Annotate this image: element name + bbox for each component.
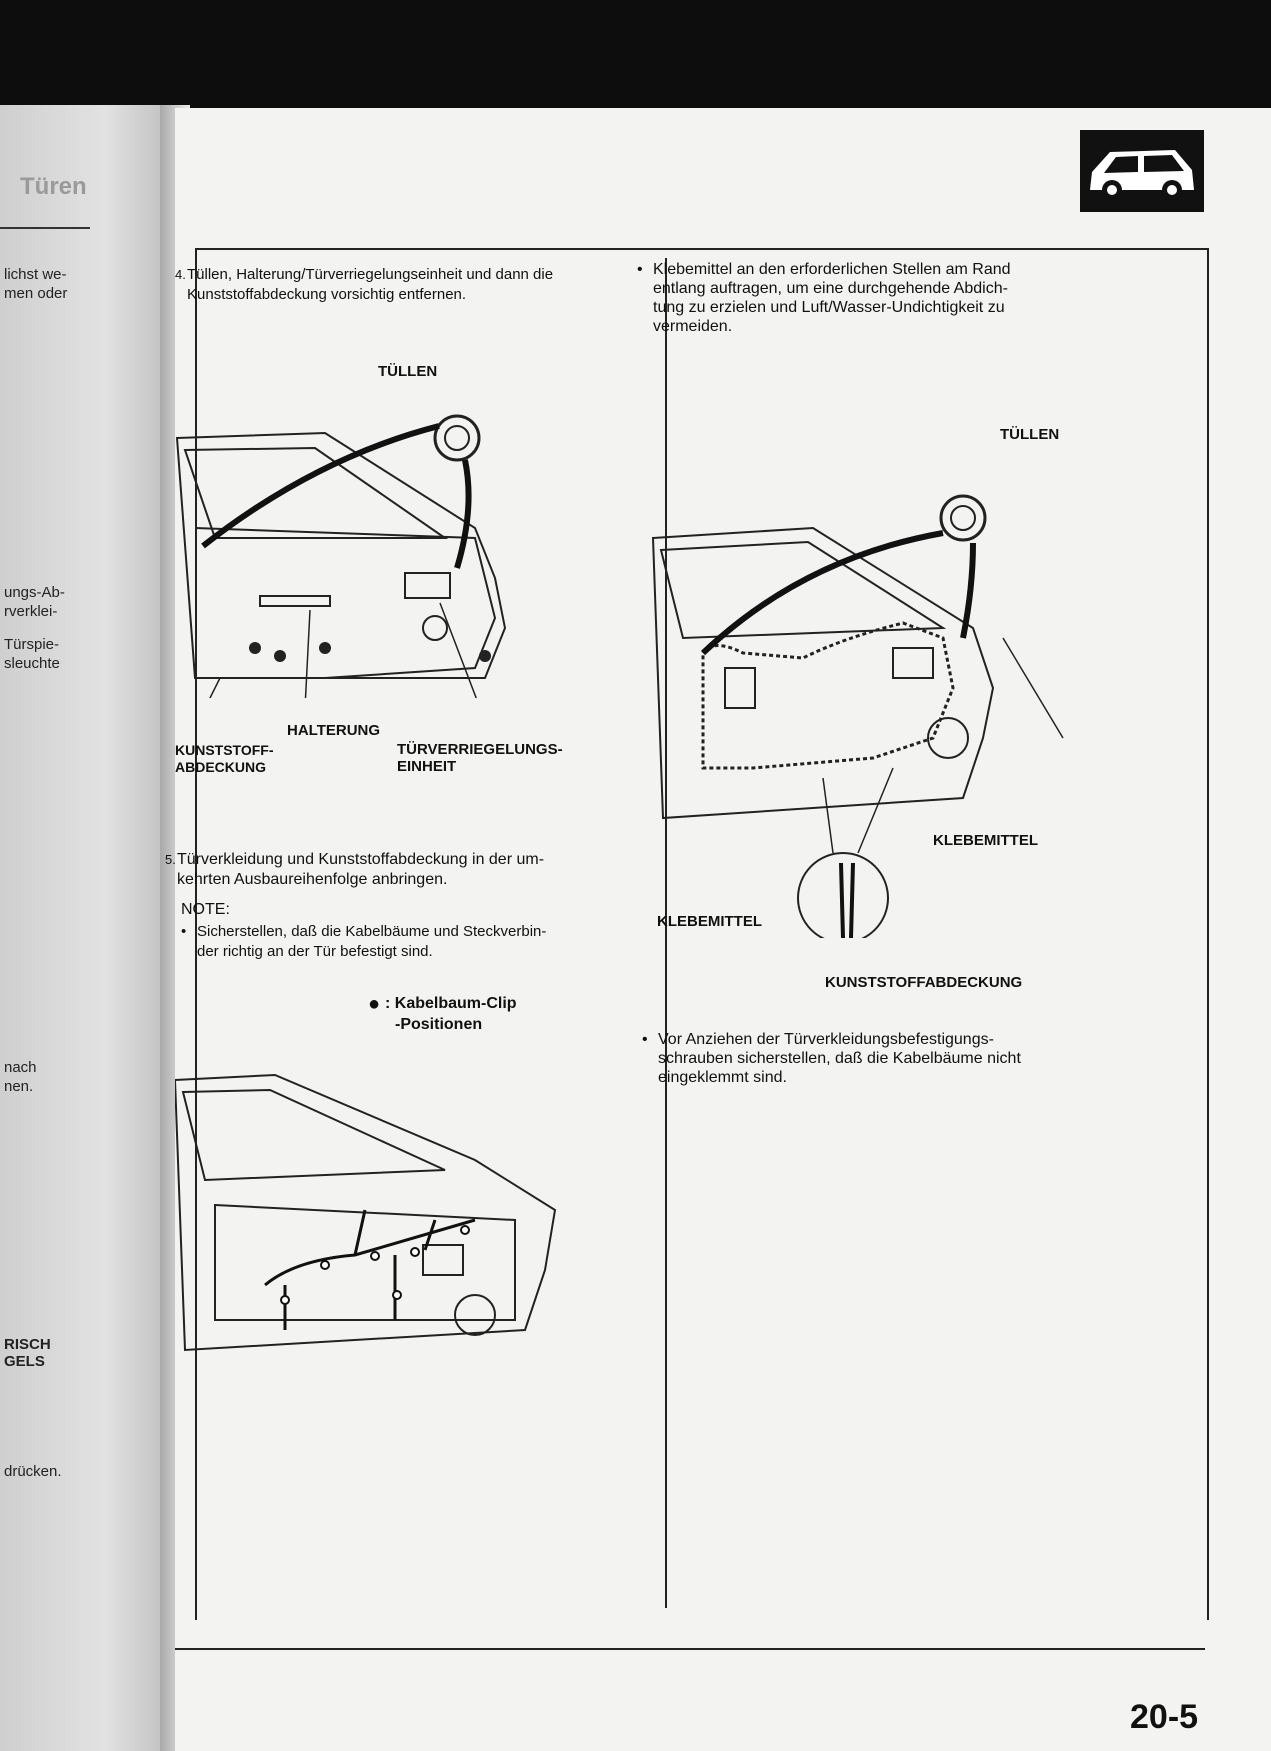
figure3-label-tuellen: TÜLLEN: [1000, 426, 1060, 443]
figure1-label-kunststoff-1: KUNSTSTOFF-: [175, 742, 274, 758]
left-fragment: men oder: [4, 285, 68, 302]
car-side-icon: [1080, 130, 1204, 212]
step5-note-line1: • Sicherstellen, daß die Kabelbäume und Steckverbin-: [197, 922, 667, 942]
step5-text-line2: kehrten Ausbaureihenfolge anbringen.: [177, 871, 448, 888]
figure2-legend-line1: : Kabelbaum-Clip: [385, 995, 517, 1012]
left-fragment: lichst we-: [4, 266, 67, 283]
left-fragment: RISCH: [4, 1336, 51, 1353]
figure1-label-tuellen: TÜLLEN: [378, 363, 438, 380]
figure1-label-kunststoff-2: ABDECKUNG: [175, 759, 266, 775]
left-page-header-ghost: Türen: [20, 173, 87, 200]
bottom-rule: [175, 1648, 1205, 1650]
figure2-legend-line2: -Positionen: [395, 1016, 483, 1033]
left-fragment: drücken.: [4, 1463, 62, 1480]
figure3-label-klebemittel-left: KLEBEMITTEL: [657, 913, 762, 930]
door-diagram-3-adhesive: [643, 438, 1163, 938]
step4-text-line2: Kunststoffabdeckung vorsichtig entfernen.: [187, 286, 467, 303]
bullet2-line3: eingeklemmt sind.: [658, 1069, 787, 1086]
left-page-rule: [0, 227, 90, 229]
step5-text-line1: Türverkleidung und Kunststoffabdeckung in der um-: [177, 851, 545, 868]
bullet1-line4: vermeiden.: [653, 318, 733, 335]
door-diagram-2-harness: [175, 1070, 585, 1360]
step4-text-line1: Tüllen, Halterung/Türverriegelungseinheit und dann die: [187, 266, 554, 283]
left-fragment: nen.: [4, 1078, 34, 1095]
bullet1-line3: tung zu erzielen und Luft/Wasser-Undichtigkeit zu: [653, 299, 1005, 316]
manual-page: [165, 108, 1271, 1751]
figure1-label-verriegelung-2: EINHEIT: [397, 758, 457, 775]
bullet1-line2: entlang auftragen, um eine durchgehende Abdich-: [653, 280, 1008, 297]
left-fragment: rverklei-: [4, 603, 58, 620]
left-fragment: ungs-Ab-: [4, 584, 65, 601]
figure1-label-verriegelung-1: TÜRVERRIEGELUNGS-: [397, 741, 563, 758]
left-fragment: sleuchte: [4, 655, 60, 672]
step4-number: 4.: [175, 267, 186, 282]
bullet1-line1: • Klebemittel an den erforderlichen Stellen am Rand: [653, 260, 1173, 280]
figure3-label-klebemittel-right: KLEBEMITTEL: [933, 832, 1038, 849]
left-fragment: GELS: [4, 1353, 45, 1370]
bullet2-line2: schrauben sicherstellen, daß die Kabelbäume nicht: [658, 1050, 1021, 1067]
page-number: 20-5: [1130, 1698, 1199, 1736]
step5-number: 5.: [165, 852, 176, 867]
bullet2-line1: • Vor Anziehen der Türverkleidungsbefestigungs-: [658, 1030, 1168, 1050]
left-fragment: Türspie-: [4, 636, 60, 653]
door-diagram-1: [175, 378, 615, 698]
scan-dark-border: [0, 0, 1271, 110]
left-page-edge: [0, 105, 175, 1751]
figure1-label-halterung: HALTERUNG: [287, 722, 381, 739]
step5-note-label: NOTE:: [181, 901, 230, 918]
clip-dot-icon: ●: [368, 993, 381, 1015]
figure3-label-kunststoffabdeckung: KUNSTSTOFFABDECKUNG: [825, 974, 1023, 991]
step5-note-line2: der richtig an der Tür befestigt sind.: [197, 943, 433, 960]
left-fragment: nach: [4, 1059, 37, 1076]
